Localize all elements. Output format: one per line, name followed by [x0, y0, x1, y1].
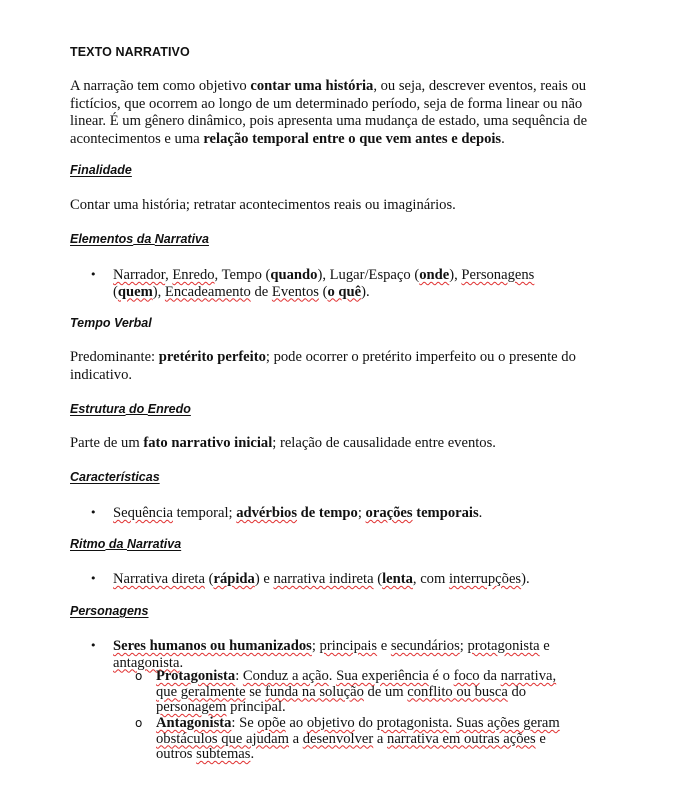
heading-personagens: Personagens: [70, 604, 149, 618]
heading-finalidade: Finalidade: [70, 163, 132, 177]
sub-bullet-icon: o: [135, 669, 143, 683]
heading-tempo-verbal: Tempo Verbal: [70, 316, 152, 330]
bullet-icon: •: [90, 268, 97, 281]
bullet-icon: •: [90, 639, 97, 652]
estrutura-text: Parte de um fato narrativo inicial; relação de causalidade entre eventos.: [70, 435, 496, 451]
finalidade-text: Contar uma história; retratar acontecimentos reais ou imaginários.: [70, 197, 456, 213]
intro-paragraph: A narração tem como objetivo contar uma história, ou seja, descrever eventos, reais ou fictícios, que ocorrem ao longo de um determinado período, seja de forma linear ou não linear. É um gênero dinâmico, pois apresenta uma mudança de estado, uma sequência de acontecimentos e uma relação temporal entre o que vem antes e depois.: [70, 78, 588, 147]
heading-ritmo: Ritmo da Narrativa: [70, 537, 182, 551]
document-page: TEXTO NARRATIVO A narração tem como objetivo contar uma história, ou seja, descrever eventos, reais ou fictícios, que ocorrem ao longo de um determinado período, seja de forma linear ou não linear. É um gênero dinâmico, pois apresenta uma mudança de estado, uma sequência de acontecimentos e uma relação temporal entre o que vem antes e depois. Finalidade Contar uma história; retratar acontecimentos reais ou imaginários. Elementos da Narrativa • Narrador, Enredo, Tempo (quando), Lugar/Espaço (onde), Personagens (quem), Encadeamento de Eventos (o quê). Tempo Verbal Predominante: pretérito perfeito; pode ocorrer o pretérito imperfeito ou o presente do indicativo. Estrutura do Enredo Parte de um fato narrativo inicial; relação de causalidade entre eventos. Características • Sequência temporal; advérbios de tempo; orações temporais. Ritmo da Narrativa • Narrativa direta (rápida) e narrativa indireta (lenta, com interrupções). Personagens • Seres humanos ou humanizados; principais e secundários; protagonista e antagonista. o Protagonista: Conduz a ação. Sua experiência é o foco da narrativa, que geralmente se funda na solução de um conflito ou busca do personagem principal. o Antagonista: Se opõe ao objetivo do protagonista. Suas ações geram obstáculos que ajudam a desenvolver a narrativa em outras ações e outros subtemas.: [0, 0, 681, 796]
heading-elementos: Elementos da Narrativa: [70, 232, 209, 246]
document-title: TEXTO NARRATIVO: [70, 45, 190, 59]
sub-bullet-icon: o: [135, 716, 143, 730]
bullet-icon: •: [90, 506, 97, 519]
bullet-icon: •: [90, 572, 97, 585]
tempo-verbal-text: Predominante: pretérito perfeito; pode ocorrer o pretérito imperfeito ou o presente do indicativo.: [70, 349, 576, 383]
heading-estrutura: Estrutura do Enredo: [70, 402, 191, 416]
heading-caracteristicas: Características: [70, 470, 160, 484]
